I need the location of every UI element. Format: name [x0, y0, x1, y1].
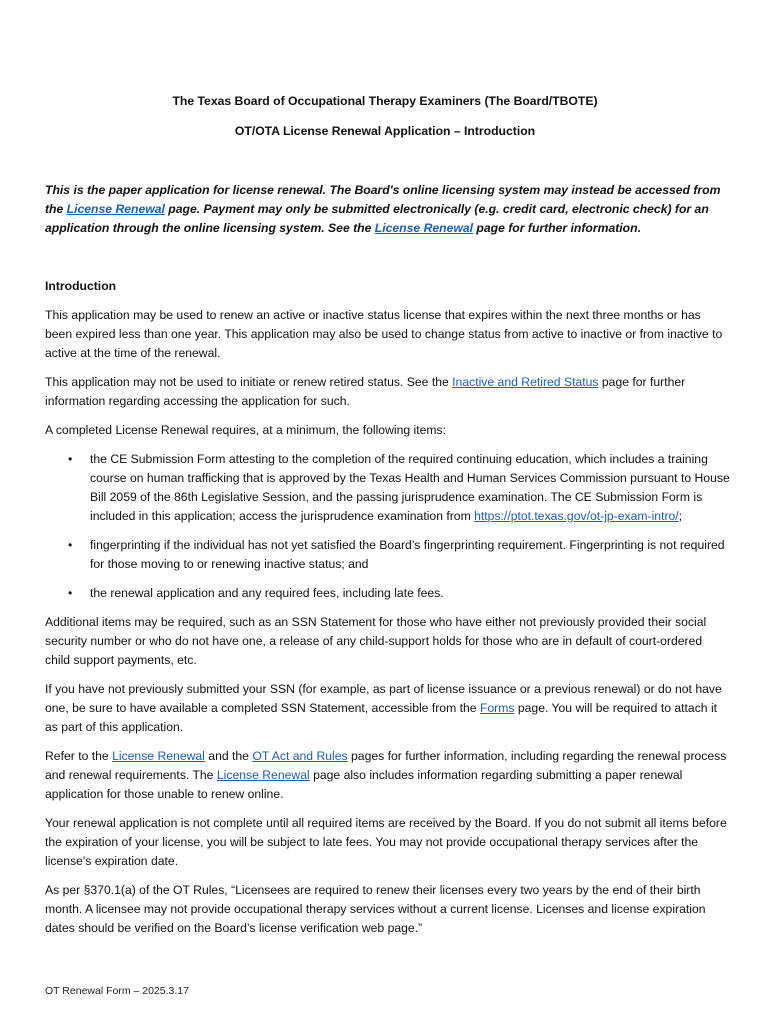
license-renewal-link[interactable]: License Renewal	[112, 749, 205, 763]
list-item-text: the CE Submission Form attesting to the completion of the required continuing education, which includes a training course on human trafficking that is approved by the Texas Health and Human Services Commission pursuant to House Bill 2059 of the 86th Legislative Session, and the passing jurisprudence examination. The CE Submission Form is included in this application; access the jurisprudence examination from	[90, 452, 730, 523]
paragraph-text: pages for further information, including regarding the renewal process and renewal requirements. The	[45, 749, 727, 782]
paper-application-notice	[45, 181, 730, 238]
list-item	[90, 450, 730, 526]
inactive-retired-status-link[interactable]: Inactive and Retired Status	[452, 375, 599, 389]
board-title: The Texas Board of Occupational Therapy Examiners (The Board/TBOTE)	[172, 94, 598, 108]
requirements-list	[45, 450, 730, 603]
paragraph: This application may be used to renew an active or inactive status license that expires within the next three months or has been expired less than one year. This application may also be used to change status from active to inactive or from inactive to active at the time of the renewal.	[45, 308, 723, 360]
paragraph	[45, 373, 730, 411]
paragraph: Your renewal application is not complete until all required items are received by the Board. If you do not submit all items before the expiration of your license, you will be subject to late fees. You may not provide occupational therapy services after the license's expiration date.	[45, 816, 727, 868]
footer-form-version: OT Renewal Form – 2025.3.17	[45, 985, 189, 997]
license-renewal-link[interactable]: License Renewal	[374, 221, 474, 235]
notice-text: This is the paper application for license renewal. The Board's online licensing system may instead be accessed from the	[45, 183, 721, 216]
introduction-heading: Introduction	[45, 279, 117, 293]
license-renewal-link[interactable]: License Renewal	[66, 202, 165, 216]
paragraph-text: page also includes information regarding submitting a paper renewal application for those unable to renew online.	[45, 768, 683, 801]
paragraph-text: This application may not be used to initiate or renew retired status. See the	[45, 375, 453, 389]
paragraph: As per §370.1(a) of the OT Rules, “Licensees are required to renew their licenses every two years by the end of their birth month. A licensee may not provide occupational therapy services without a current license. Licenses and license expiration dates should be verified on the Board’s license verification web page.”	[45, 883, 706, 935]
introduction-body	[45, 306, 730, 948]
paragraph	[45, 680, 730, 737]
ot-act-rules-link[interactable]: OT Act and Rules	[252, 749, 348, 763]
list-item-text: ;	[678, 509, 683, 523]
form-title: OT/OTA License Renewal Application – Introduction	[234, 124, 536, 138]
forms-link[interactable]: Forms	[479, 701, 515, 715]
paragraph-text: page for further information regarding accessing the application for such.	[45, 375, 686, 408]
notice-text: page for further information.	[473, 221, 641, 235]
list-item: • fingerprinting if the individual has not yet satisfied the Board’s fingerprinting requirement. Fingerprinting is not required for those moving to or renewing inactive status; and	[90, 536, 730, 574]
notice-text: page. Payment may only be submitted electronically (e.g. credit card, electronic check) for an application through the online licensing system. See the	[45, 202, 709, 235]
paragraph-text: page. You will be required to attach it as part of this application.	[45, 701, 718, 734]
jp-exam-link[interactable]: https://ptot.texas.gov/ot-jp-exam-intro/	[474, 509, 679, 523]
paragraph-text: and the	[204, 749, 253, 763]
paragraph: Additional items may be required, such as an SSN Statement for those who have either not previously provided their social security number or who do not have one, a release of any child-support holds for those who are in default of court-ordered child support payments, etc.	[45, 615, 707, 667]
paragraph: A completed License Renewal requires, at a minimum, the following items:	[45, 423, 447, 437]
paragraph	[45, 747, 730, 804]
paragraph-text: Refer to the	[45, 749, 113, 763]
list-item: • the renewal application and any required fees, including late fees.	[90, 584, 730, 603]
paragraph-text: If you have not previously submitted your SSN (for example, as part of license issuance or a previous renewal) or do not have one, be sure to have available a completed SSN Statement, accessible from the	[45, 682, 722, 715]
license-renewal-link[interactable]: License Renewal	[216, 768, 310, 782]
